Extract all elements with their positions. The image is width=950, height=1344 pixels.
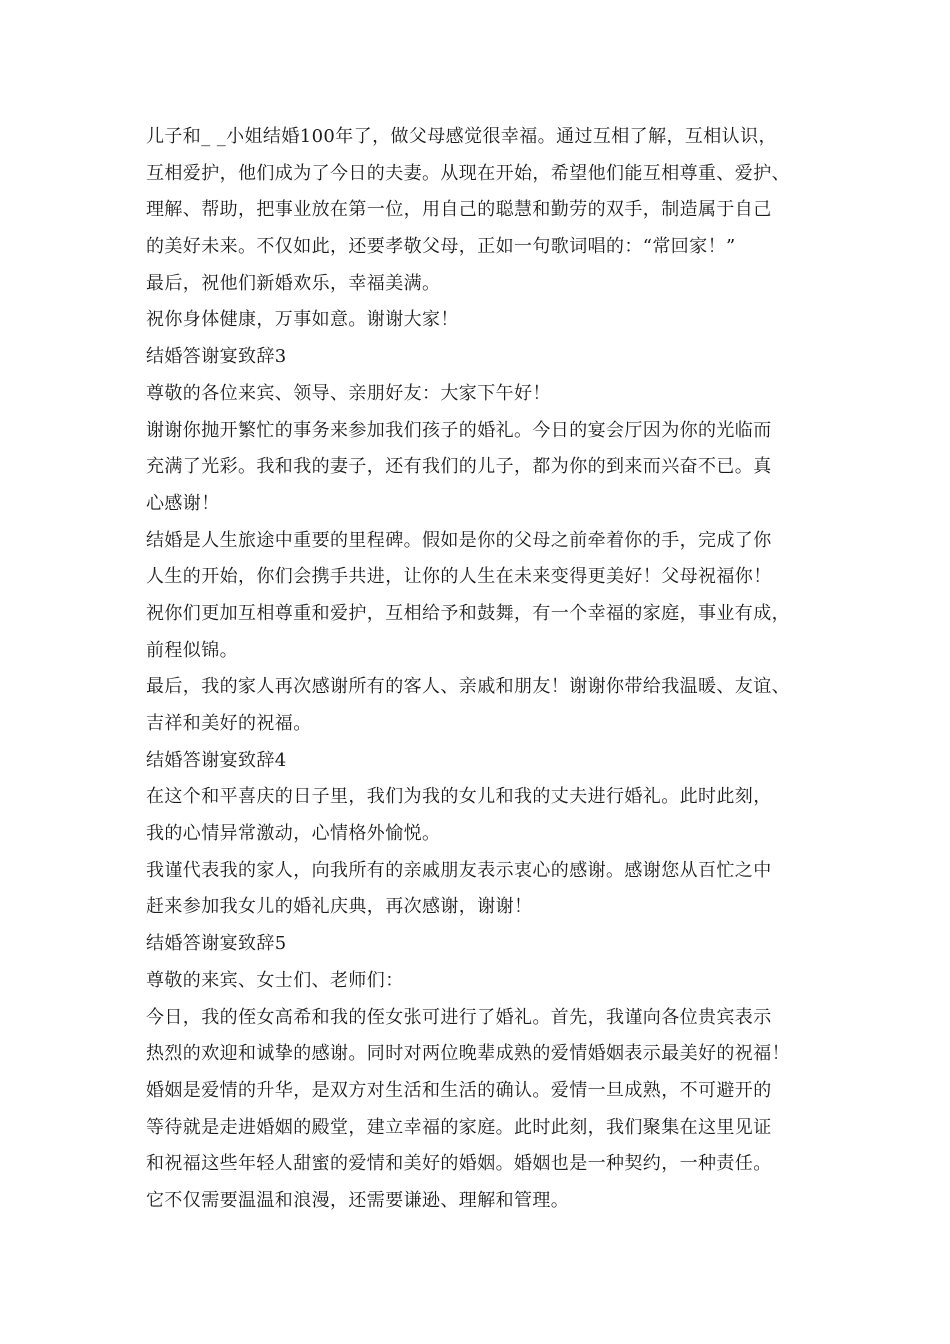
text-line: 赶来参加我女儿的婚礼庆典，再次感谢，谢谢！ (146, 896, 533, 918)
text-line: 等待就是走进婚姻的殿堂，建立幸福的家庭。此时此刻，我们聚集在这里见证 (146, 1116, 772, 1138)
text-line: 充满了光彩。我和我的妻子，还有我们的儿子，都为你的到来而兴奋不已。真 (146, 456, 772, 478)
text-line: 儿子和_ _小姐结婚100年了，做父母感觉很幸福。通过互相了解，互相认识， (146, 126, 777, 147)
text-line: 结婚是人生旅途中重要的里程碑。假如是你的父母之前牵着你的手，完成了你 (146, 529, 772, 551)
text-line: 互相爱护，他们成为了今日的夫妻。从现在开始，希望他们能互相尊重、爱护、 (146, 162, 790, 184)
text-line: 谢谢你抛开繁忙的事务来参加我们孩子的婚礼。今日的宴会厅因为你的光临而 (146, 419, 772, 441)
text-line: 尊敬的各位来宾、领导、亲朋好友：大家下午好！ (146, 382, 551, 404)
document-body (146, 119, 826, 1220)
text-line: 吉祥和美好的祝福。 (146, 713, 312, 734)
text-line: 和祝福这些年轻人甜蜜的爱情和美好的婚姻。婚姻也是一种契约，一种责任。 (146, 1153, 772, 1175)
text-line: 今日，我的侄女高希和我的侄女张可进行了婚礼。首先，我谨向各位贵宾表示 (146, 1006, 772, 1028)
text-line: 的美好未来。不仅如此，还要孝敬父母，正如一句歌词唱的：“常回家！” (146, 236, 736, 258)
text-line: 心感谢！ (146, 492, 220, 514)
text-line: 祝你身体健康，万事如意。谢谢大家！ (146, 309, 459, 331)
text-line: 婚姻是爱情的升华，是双方对生活和生活的确认。爱情一旦成熟，不可避开的 (146, 1079, 772, 1101)
text-line: 理解、帮助，把事业放在第一位，用自己的聪慧和勤劳的双手，制造属于自己 (146, 199, 772, 221)
section-heading: 结婚答谢宴致辞5 (146, 933, 287, 955)
text-line: 祝你们更加互相尊重和爱护，互相给予和鼓舞，有一个幸福的家庭，事业有成， (146, 602, 790, 624)
text-line: 我谨代表我的家人，向我所有的亲戚朋友表示衷心的感谢。感谢您从百忙之中 (146, 859, 772, 881)
text-line: 我的心情异常激动，心情格外愉悦。 (146, 823, 441, 845)
text-line: 它不仅需要温温和浪漫，还需要谦逊、理解和管理。 (146, 1189, 570, 1211)
text-line: 在这个和平喜庆的日子里，我们为我的女儿和我的丈夫进行婚礼。此时此刻， (146, 786, 772, 808)
text-line: 最后，祝他们新婚欢乐，幸福美满。 (146, 272, 441, 294)
text-line: 最后，我的家人再次感谢所有的客人、亲戚和朋友！谢谢你带给我温暖、友谊、 (146, 676, 790, 698)
text-line: 热烈的欢迎和诚挚的感谢。同时对两位晚辈成熟的爱情婚姻表示最美好的祝福！ (146, 1043, 790, 1065)
text-line: 尊敬的来宾、女士们、老师们： (146, 969, 404, 991)
text-line: 人生的开始，你们会携手共进，让你的人生在未来变得更美好！父母祝福你！ (146, 566, 772, 588)
section-heading: 结婚答谢宴致辞3 (146, 346, 287, 368)
text-line: 前程似锦。 (146, 639, 238, 661)
section-heading: 结婚答谢宴致辞4 (146, 749, 287, 771)
